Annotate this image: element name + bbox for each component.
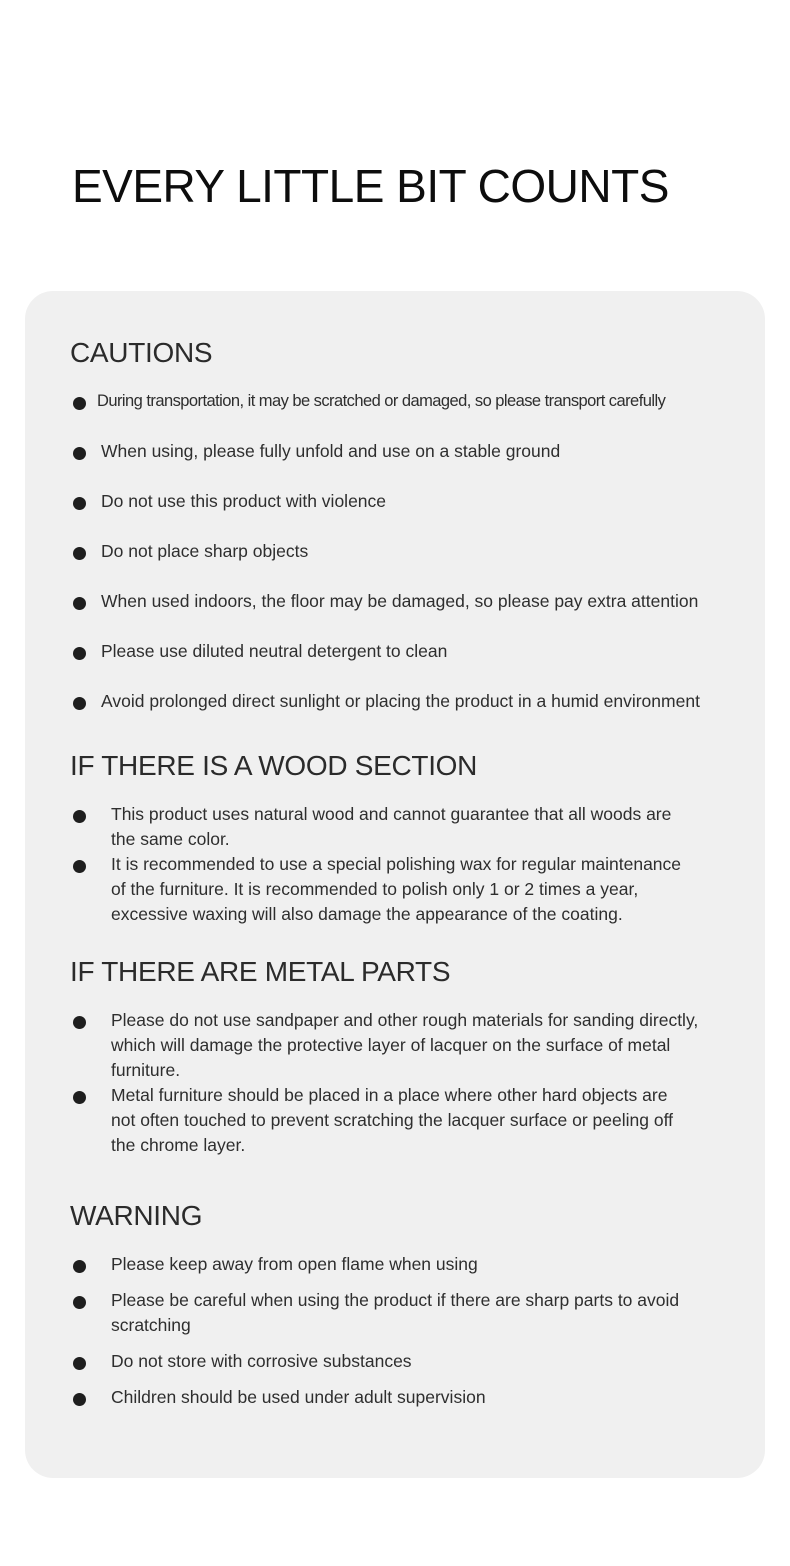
- list-item: [70, 1083, 750, 1158]
- list-item: [70, 852, 750, 927]
- list-item-text: Do not store with corrosive substances: [111, 1351, 412, 1371]
- bullet-icon: [73, 860, 86, 873]
- list-item-text: Please keep away from open flame when using: [111, 1254, 478, 1274]
- list-item-text: This product uses natural wood and cannot guarantee that all woods are the same color.: [111, 804, 672, 849]
- list-item-text: When using, please fully unfold and use on a stable ground: [101, 441, 561, 461]
- bullet-icon: [73, 1016, 86, 1029]
- list-item-text: During transportation, it may be scratched or damaged, so please transport carefully: [97, 392, 666, 410]
- bullet-icon: [73, 447, 86, 460]
- list-item: [70, 539, 750, 564]
- bullet-icon: [73, 810, 86, 823]
- list-item-text: Please use diluted neutral detergent to clean: [101, 641, 448, 661]
- bullet-icon: [73, 647, 86, 660]
- list-item: [70, 389, 750, 414]
- list-item-text: Avoid prolonged direct sunlight or placing the product in a humid environment: [101, 691, 700, 711]
- list-item-text: Do not use this product with violence: [101, 491, 387, 511]
- list-item: [70, 589, 750, 614]
- list-item-text: Please do not use sandpaper and other rough materials for sanding directly, which will damage the protective layer of lacquer on the surface of metal furniture.: [111, 1010, 699, 1080]
- bullet-icon: [73, 1393, 86, 1406]
- section-heading-cautions: CAUTIONS: [70, 337, 213, 368]
- list-item: [70, 689, 750, 714]
- bullet-icon: [73, 1091, 86, 1104]
- list-item-text: It is recommended to use a special polishing wax for regular maintenance of the furniture. It is recommended to polish only 1 or 2 times a year, excessive waxing will also damage the appearance of the coating.: [111, 854, 682, 924]
- bullet-icon: [73, 1357, 86, 1370]
- list-item: [70, 1008, 750, 1083]
- section-heading-metal: IF THERE ARE METAL PARTS: [70, 956, 451, 987]
- page-title: EVERY LITTLE BIT COUNTS: [72, 160, 669, 212]
- bullet-icon: [73, 547, 86, 560]
- list-item: [70, 439, 750, 464]
- bullet-icon: [73, 697, 86, 710]
- list-item-text: Metal furniture should be placed in a place where other hard objects are not often touched to prevent scratching the lacquer surface or peeling off the chrome layer.: [111, 1085, 673, 1155]
- list-item: [70, 1252, 750, 1277]
- list-item: [70, 802, 750, 852]
- list-item: [70, 1385, 750, 1410]
- section-heading-wood: IF THERE IS A WOOD SECTION: [70, 750, 478, 781]
- section-heading-warning: WARNING: [70, 1200, 203, 1231]
- list-item: [70, 1349, 750, 1374]
- bullet-icon: [73, 397, 86, 410]
- bullet-icon: [73, 597, 86, 610]
- list-item-text: Children should be used under adult supervision: [111, 1387, 486, 1407]
- list-item: [70, 1288, 750, 1338]
- bullet-icon: [73, 1296, 86, 1309]
- list-item-text: When used indoors, the floor may be damaged, so please pay extra attention: [101, 591, 699, 611]
- list-item-text: Do not place sharp objects: [101, 541, 309, 561]
- bullet-icon: [73, 497, 86, 510]
- bullet-icon: [73, 1260, 86, 1273]
- list-item-text: Please be careful when using the product if there are sharp parts to avoid scratching: [111, 1290, 680, 1335]
- list-item: [70, 639, 750, 664]
- list-item: [70, 489, 750, 514]
